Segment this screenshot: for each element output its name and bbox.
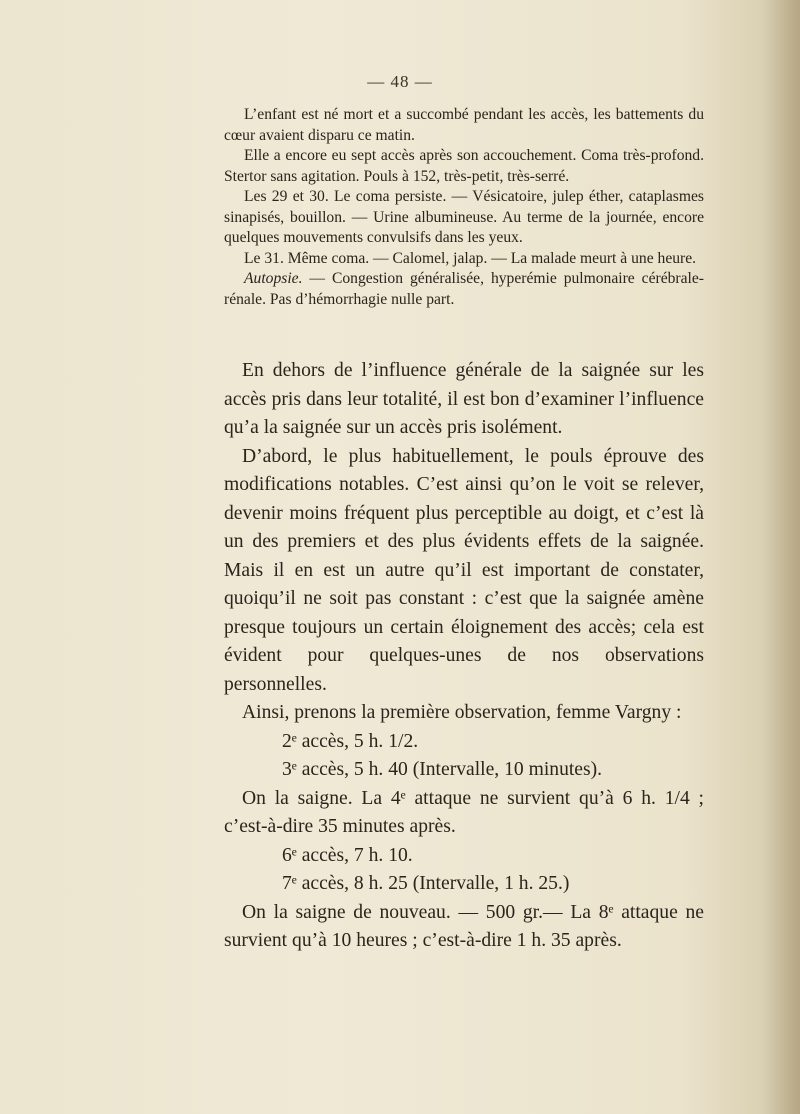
- attack-line-1: 2ᵉ accès, 5 h. 1/2.: [282, 730, 419, 752]
- attack-line-3: 6ᵉ accès, 7 h. 10.: [282, 844, 413, 866]
- case-paragraph-1: L’enfant est né mort et a succombé pendant les accès, les battements du cœur avaient disparu ce matin.: [224, 106, 704, 144]
- autopsy-label: Autopsie.: [244, 270, 303, 287]
- page-number: — 48 —: [367, 72, 433, 91]
- page-edge-shadow: [760, 0, 800, 1114]
- body-paragraph-3: Ainsi, prenons la première observation, femme Vargny :: [242, 702, 682, 723]
- case-paragraph-2: Elle a encore eu sept accès après son accouchement. Coma très-profond. Stertor sans agitation. Pouls à 152, très-petit, très-serré.: [224, 147, 704, 185]
- main-text: [224, 357, 704, 956]
- autopsy-paragraph: [224, 269, 704, 310]
- attack-line-2: 3ᵉ accès, 5 h. 40 (Intervalle, 10 minutes).: [282, 759, 603, 780]
- body-paragraph-1: En dehors de l’influence générale de la saignée sur les accès pris dans leur totalité, il est bon d’examiner l’influence qu’a la saignée sur un accès pris isolément.: [224, 360, 704, 438]
- case-paragraph-4: Le 31. Même coma. — Calomel, jalap. — La malade meurt à une heure.: [244, 249, 697, 267]
- body-paragraph-5: On la saigne de nouveau. — 500 gr.— La 8ᵉ attaque ne survient qu’à 10 heures ; c’est-à-dire 1 h. 35 après.: [224, 901, 704, 951]
- case-notes: [224, 105, 704, 310]
- case-paragraph-3: Les 29 et 30. Le coma persiste. — Vésicatoire, julep éther, cataplasmes sinapisés, bouillon. — Urine albumineuse. Au terme de la journée, encore quelques mouvements convulsifs dans les yeux.: [224, 188, 704, 246]
- body-paragraph-2: D’abord, le plus habituellement, le pouls éprouve des modifications notables. C’est ainsi qu’on le voit se relever, devenir moins fréquent plus perceptible au doigt, et c’est là un des premiers et des plus évidents effets de la saignée. Mais il en est un autre qu’il est important de constater, quoiqu’il ne soit pas constant : c’est que la saignée amène presque toujours un certain éloignement des accès; cela est évident pour quelques-unes de nos observations personnelles.: [224, 445, 704, 695]
- body-paragraph-4: On la saigne. La 4ᵉ attaque ne survient qu’à 6 h. 1/4 ; c’est-à-dire 35 minutes après.: [224, 787, 704, 837]
- autopsy-text: — Congestion généralisée, hyperémie pulmonaire cérébrale-rénale. Pas d’hémorrhagie nulle part.: [224, 270, 704, 308]
- attack-line-4: 7ᵉ accès, 8 h. 25 (Intervalle, 1 h. 25.): [282, 873, 570, 894]
